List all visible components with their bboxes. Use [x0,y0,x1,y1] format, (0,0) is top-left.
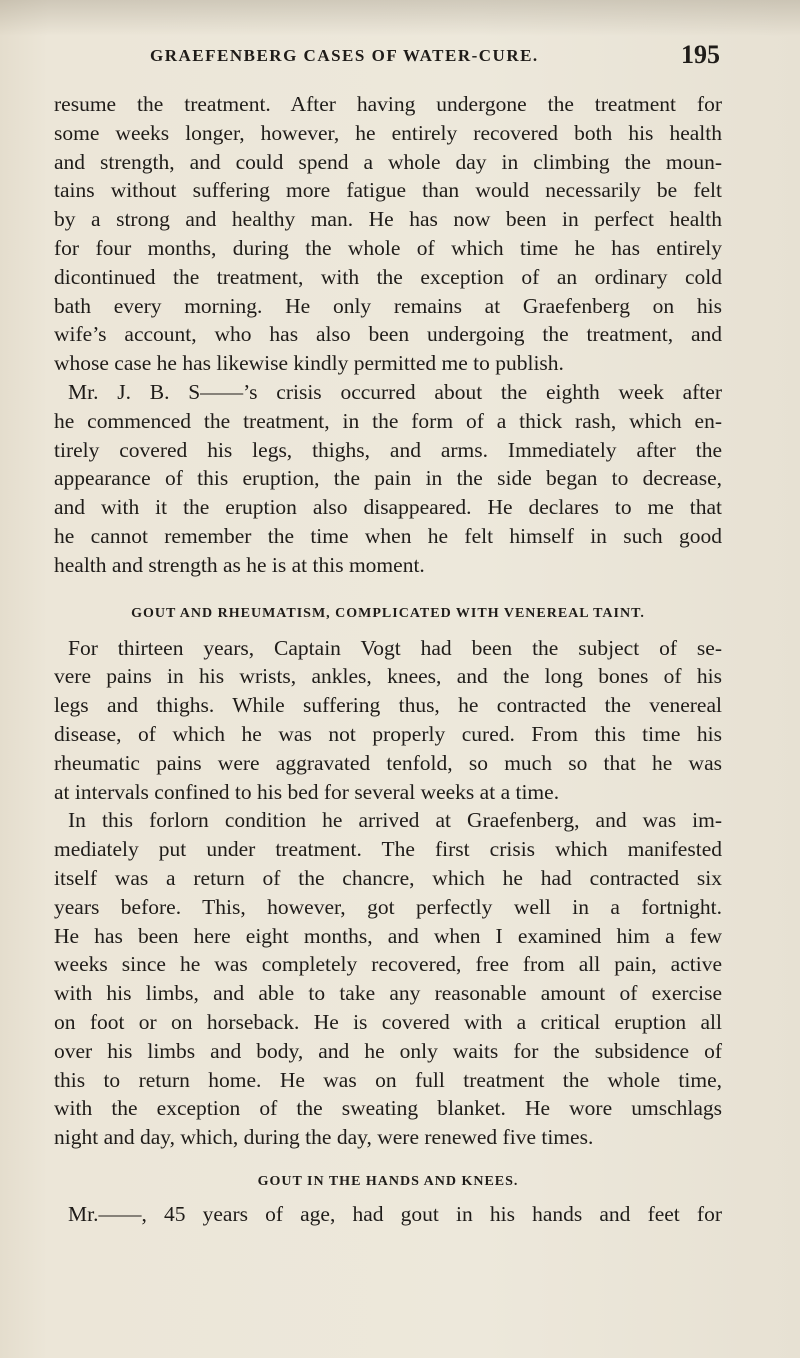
text-line: health and strength as he is at this moment. [54,552,425,577]
text-line: with the exception of the sweating blanket. He wore umschlags [54,1096,722,1121]
text-line: Mr. J. B. S——’s crisis occurred about the eighth week after [68,379,722,404]
text-line: and with it the eruption also disappeared. He declares to me that [54,495,722,520]
text-line: he cannot remember the time when he felt himself in such good [54,523,722,548]
text-line: tirely covered his legs, thighs, and arms. Immediately after the [54,437,722,462]
text-line: night and day, which, during the day, were renewed five times. [54,1125,594,1150]
text-line: rheumatic pains were aggravated tenfold, so much so that he was [54,750,722,775]
text-line: and strength, and could spend a whole day in climbing the moun- [54,149,722,174]
text-line: Mr.——, 45 years of age, had gout in his hands and feet for [68,1201,722,1226]
text-line: dicontinued the treatment, with the exception of an ordinary cold [54,264,722,289]
text-line: For thirteen years, Captain Vogt had been the subject of se- [68,635,722,660]
text-line: years before. This, however, got perfectly well in a fortnight. [54,894,722,919]
text-line: wife’s account, who has also been undergoing the treatment, and [54,322,722,347]
text-line: itself was a return of the chancre, which he had contracted six [54,865,722,890]
page-number: 195 [681,40,720,69]
text-line: In this forlorn condition he arrived at Graefenberg, and was im- [68,808,722,833]
text-line: by a strong and healthy man. He has now been in perfect health [54,207,722,232]
body-text [54,90,722,1229]
text-line: some weeks longer, however, he entirely recovered both his health [54,120,722,145]
page-edge-shadow [0,0,800,36]
text-line: for four months, during the whole of which time he has entirely [54,235,722,260]
text-line: at intervals confined to his bed for several weeks at a time. [54,779,560,804]
text-line: disease, of which he was not properly cured. From this time his [54,721,722,746]
running-title: GRAEFENBERG CASES OF WATER-CURE. [150,46,539,65]
text-line: with his limbs, and able to take any reasonable amount of exercise [54,981,722,1006]
text-line: He has been here eight months, and when I examined him a few [54,923,722,948]
text-line: over his limbs and body, and he only waits for the subsidence of [54,1038,722,1063]
text-line: mediately put under treatment. The first crisis which manifested [54,837,722,862]
text-line: tains without suffering more fatigue than would necessarily be felt [54,178,722,203]
section-heading: GOUT IN THE HANDS AND KNEES. [257,1173,519,1189]
text-line: weeks since he was completely recovered, free from all pain, active [54,952,722,977]
text-line: whose case he has likewise kindly permitted me to publish. [54,351,564,376]
text-line: on foot or on horseback. He is covered with a critical eruption all [54,1009,722,1034]
running-head [150,40,720,72]
text-line: legs and thighs. While suffering thus, he contracted the venereal [54,693,722,718]
text-line: he commenced the treatment, in the form of a thick rash, which en- [54,408,722,433]
text-line: appearance of this eruption, the pain in the side began to decrease, [54,466,722,491]
text-line: resume the treatment. After having undergone the treatment for [54,92,722,116]
paragraph-4 [54,806,722,1152]
paragraph-3 [54,634,722,807]
text-line: vere pains in his wrists, ankles, knees, and the long bones of his [54,664,722,689]
paragraph-1 [54,90,722,378]
paragraph-2 [54,378,722,580]
paragraph-5 [54,1200,722,1229]
section-heading: GOUT AND RHEUMATISM, COMPLICATED WITH VENEREAL TAINT. [131,605,645,621]
text-line: this to return home. He was on full treatment the whole time, [54,1067,722,1092]
text-line: bath every morning. He only remains at Graefenberg on his [54,293,722,318]
